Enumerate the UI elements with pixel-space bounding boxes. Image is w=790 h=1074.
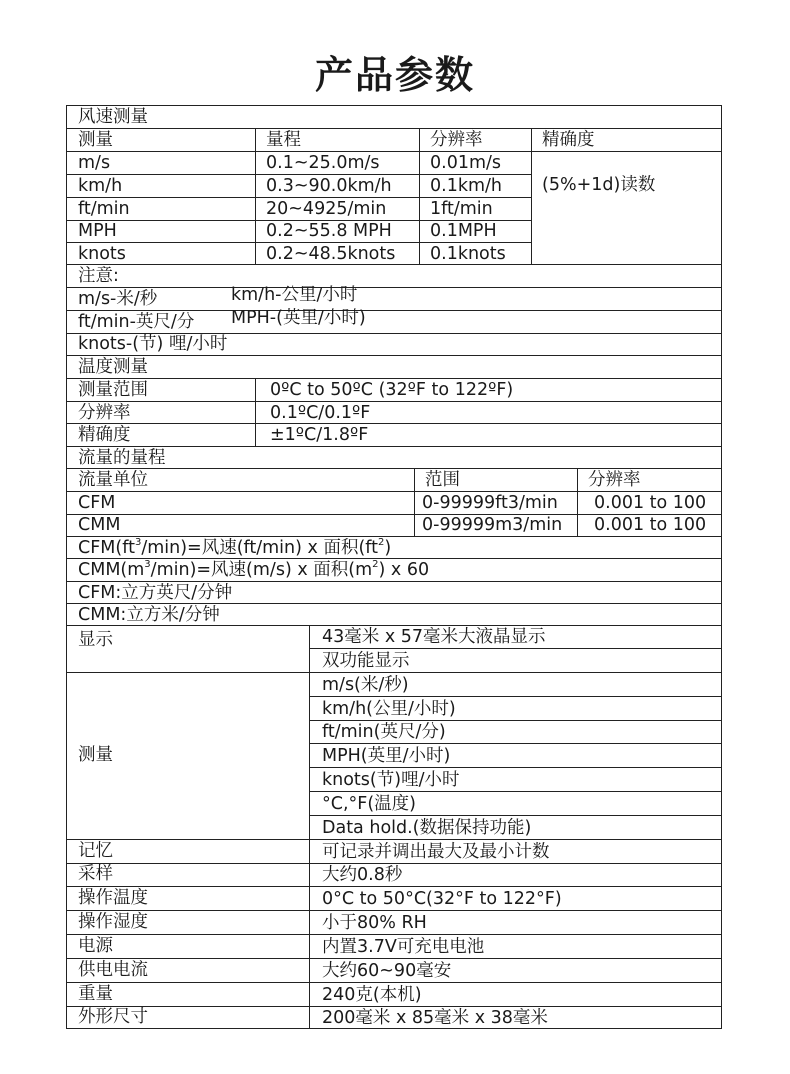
measure-line: m/s(米/秒)	[322, 675, 409, 695]
row-divider	[67, 672, 721, 673]
wind-range: 0.2~48.5knots	[266, 244, 396, 264]
wind-range: 0.3~90.0km/h	[266, 176, 392, 196]
spec-label: 供电电流	[78, 960, 148, 980]
row-divider	[309, 696, 721, 697]
wind-unit: MPH	[78, 221, 117, 241]
measure-line: MPH(英里/小时)	[322, 746, 451, 766]
flow-section-heading: 流量的量程	[78, 448, 166, 468]
spec-label: 电源	[78, 936, 113, 956]
note-mph: MPH-(英里/小时)	[231, 308, 366, 328]
wind-range: 20~4925/min	[266, 199, 387, 219]
wind-unit: km/h	[78, 176, 123, 196]
measure-line: ft/min(英尺/分)	[322, 722, 446, 742]
wind-resolution: 0.01m/s	[430, 153, 502, 173]
wind-range: 0.1~25.0m/s	[266, 153, 380, 173]
wind-resolution: 0.1km/h	[430, 176, 502, 196]
note-knots: knots-(节) 哩/小时	[78, 334, 228, 354]
temperature-value: 0ºC to 50ºC (32ºF to 122ºF)	[270, 380, 514, 400]
temperature-label: 测量范围	[78, 380, 148, 400]
spec-label: 采样	[78, 864, 113, 884]
cmm-formula-exp2: 2	[372, 559, 379, 571]
temperature-section-heading: 温度测量	[78, 357, 148, 377]
spec-value: 内置3.7V可充电电池	[322, 937, 485, 957]
flow-unit: CMM	[78, 515, 121, 535]
cfm-formula-exp2: 2	[378, 537, 385, 549]
page-title: 产品参数	[314, 53, 475, 97]
wind-resolution: 1ft/min	[430, 199, 493, 219]
wind-unit: m/s	[78, 153, 111, 173]
wind-range: 0.2~55.8 MPH	[266, 221, 392, 241]
notes-label: 注意:	[78, 266, 119, 286]
wind-header-resolution: 分辨率	[430, 130, 483, 150]
spec-table	[66, 105, 722, 1029]
spec-label: 操作湿度	[78, 912, 148, 932]
temperature-label: 分辨率	[78, 403, 131, 423]
wind-resolution: 0.1MPH	[430, 221, 497, 241]
row-divider	[309, 767, 721, 768]
wind-header-accuracy: 精确度	[542, 130, 595, 150]
measure-line: °C,°F(温度)	[322, 794, 417, 814]
row-divider	[309, 743, 721, 744]
spec-value: 大约60~90毫安	[322, 961, 452, 981]
cfm-formula-c: /min)=风速(ft/min) x 面积(ft	[141, 538, 378, 558]
cmm-formula-a: CMM(m	[78, 560, 145, 580]
display-line: 双功能显示	[322, 651, 410, 671]
wind-unit: knots	[78, 244, 126, 264]
cmm-formula-exp1: 3	[144, 559, 151, 571]
spec-value: 0°C to 50°C(32°F to 122°F)	[322, 889, 562, 909]
spec-label: 重量	[78, 984, 113, 1004]
note-ftmin: ft/min-英尺/分	[78, 312, 195, 332]
measure-line: km/h(公里/小时)	[322, 699, 456, 719]
wind-accuracy: (5%+1d)读数	[542, 175, 656, 195]
flow-header-resolution: 分辨率	[588, 470, 641, 490]
flow-range: 0-99999ft3/min	[422, 493, 558, 513]
col-divider	[255, 378, 256, 446]
flow-range: 0-99999m3/min	[422, 515, 563, 535]
flow-unit: CFM	[78, 493, 116, 513]
cmm-formula-c: /min)=风速(m/s) x 面积(m	[150, 560, 373, 580]
measure-label: 测量	[78, 745, 113, 765]
spec-label: 外形尺寸	[78, 1007, 148, 1027]
row-divider	[309, 815, 721, 816]
cfm-formula	[67, 537, 721, 559]
spec-value: 240克(本机)	[322, 985, 422, 1005]
wind-header-range: 量程	[266, 130, 301, 150]
cfm-formula-e: )	[384, 538, 392, 558]
display-label: 显示	[78, 630, 113, 650]
row-divider	[309, 648, 721, 649]
wind-header-measure: 测量	[78, 130, 113, 150]
row-divider	[309, 791, 721, 792]
temperature-label: 精确度	[78, 425, 131, 445]
measure-line: knots(节)哩/小时	[322, 770, 460, 790]
wind-resolution: 0.1knots	[430, 244, 506, 264]
temperature-value: 0.1ºC/0.1ºF	[270, 403, 371, 423]
spec-value: 可记录并调出最大及最小计数	[322, 842, 550, 862]
cfm-formula-a: CFM(ft	[78, 538, 135, 558]
spec-value: 大约0.8秒	[322, 865, 403, 885]
cfm-formula-exp1: 3	[134, 537, 142, 549]
spec-label: 记忆	[78, 841, 113, 861]
wind-section-heading: 风速测量	[78, 107, 148, 127]
cfm-note: CFM:立方英尺/分钟	[78, 583, 233, 603]
flow-header-range: 范围	[425, 470, 460, 490]
wind-unit: ft/min	[78, 199, 130, 219]
cmm-formula-e: ) x 60	[378, 560, 430, 580]
temperature-value: ±1ºC/1.8ºF	[270, 425, 369, 445]
flow-resolution: 0.001 to 100	[594, 493, 707, 513]
cmm-formula	[67, 559, 721, 581]
spec-value: 200毫米 x 85毫米 x 38毫米	[322, 1008, 548, 1028]
spec-label: 操作温度	[78, 888, 148, 908]
spec-value: 小于80% RH	[322, 913, 427, 933]
cmm-note: CMM:立方米/分钟	[78, 605, 220, 625]
flow-header-unit: 流量单位	[78, 470, 148, 490]
flow-resolution: 0.001 to 100	[594, 515, 707, 535]
note-kmh: km/h-公里/小时	[231, 285, 358, 305]
display-line: 43毫米 x 57毫米大液晶显示	[322, 627, 546, 647]
note-ms: m/s-米/秒	[78, 289, 158, 309]
measure-line: Data hold.(数据保持功能)	[322, 818, 532, 838]
